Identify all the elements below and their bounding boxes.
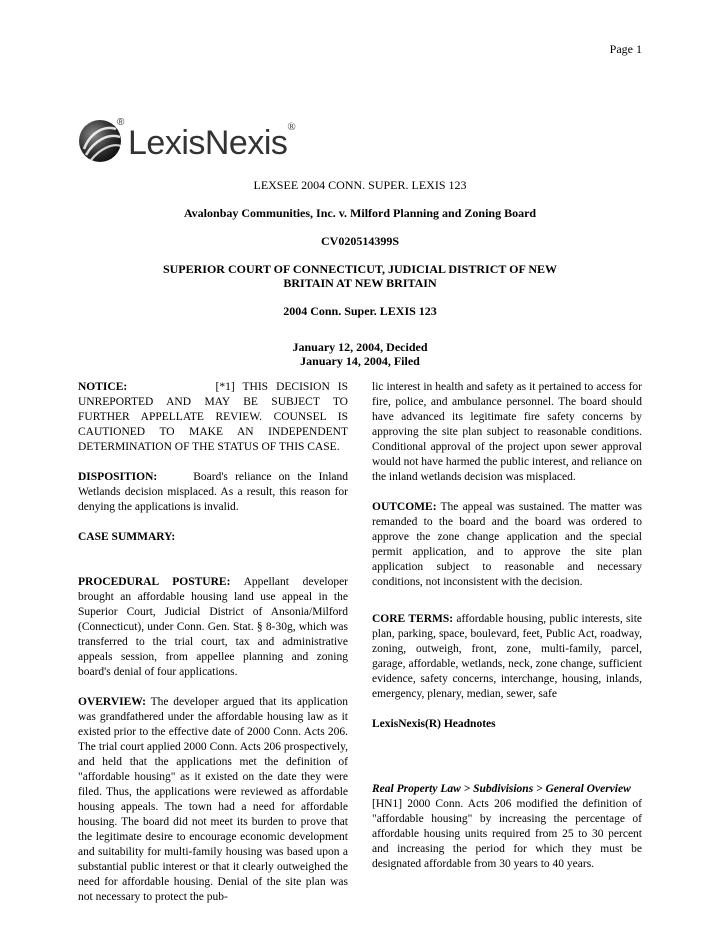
case-summary-label: CASE SUMMARY:: [78, 531, 176, 543]
citation: 2004 Conn. Super. LEXIS 123: [283, 304, 437, 318]
globe-icon: [78, 117, 125, 163]
procedural-posture-paragraph: [78, 575, 348, 680]
overview-text: The developer argued that its application was grandfathered under the affordable housing law as it existed prior to the effective date of 2000 Conn. Acts 206. The trial court applied 2000 Conn. Acts 206 prospectively, and held that the applications met the definition of "affordable housing" as it existed on the date they were filed. Thus, the applications were reviewed as affordable housing appeals. The town had a need for affordable housing. The board did not meet its burden to prove that the legitimate desire to encourage economic development and suitability for multi-family housing was based upon a substantial public interest or that it clearly outweighed the need for affordable housing. Denial of the site plan was not necessary to protect the pub-: [78, 696, 349, 903]
case-title: Avalonbay Communities, Inc. v. Milford Planning and Zoning Board: [183, 206, 537, 220]
outcome-paragraph: [372, 500, 642, 590]
disposition-paragraph: [78, 470, 348, 515]
core-terms-label: CORE TERMS:: [372, 613, 454, 625]
overview-label: OVERVIEW:: [78, 696, 146, 708]
headnote-1: [372, 782, 642, 872]
court-name: [78, 262, 642, 290]
left-column: [78, 380, 348, 920]
outcome-label: OUTCOME:: [372, 501, 437, 513]
procedural-label: PROCEDURAL POSTURE:: [78, 576, 231, 588]
lexsee-line: LEXSEE 2004 CONN. SUPER. LEXIS 123: [253, 178, 467, 192]
outcome-text: The appeal was sustained. The matter was remanded to the board and the board was ordered to approve the zone change application and the special permit application, and to approve the site plan application subject to reasonable and necessary conditions, not inconsistent with the decision.: [372, 501, 643, 588]
overview-continued: lic interest in health and safety as it pertained to access for fire, police, and ambulance personnel. The board should have advanced its legitimate fire safety concerns by approving the site plan subject to reasonable conditions. Conditional approval of the project upon sewer approval would not have harmed the public interest, and reliance on the inland wetlands decision was misplaced.: [372, 381, 642, 483]
notice-paragraph: [78, 380, 348, 455]
headnote-1-text: [HN1] 2000 Conn. Acts 206 modified the definition of "affordable housing" by increasing the percentage of affordable housing units required from 25 to 30 percent and increasing the period for which they must be designated affordable from 30 years to 40 years.: [372, 798, 642, 870]
disposition-text: Board's reliance on the Inland Wetlands decision misplaced. As a result, this reason for denying the applications is invalid.: [78, 471, 349, 513]
procedural-text: Appellant developer brought an affordable housing land use appeal in the Superior Court, Judicial District of Ansonia/Milford (Connecticut), under Conn. Gen. Stat. § 8-30g, which was transferred to the trial court, tax and administrative appeals session, from appellee planning and zoning board's denial of four applications.: [78, 576, 349, 678]
headnotes-heading: [372, 717, 642, 732]
decided-date: January 12, 2004, Decided: [292, 340, 428, 354]
logo-reg-mark: ®: [287, 121, 296, 133]
lexisnexis-logo: [78, 118, 296, 164]
core-terms-paragraph: [372, 612, 642, 702]
right-column: [372, 380, 642, 887]
core-terms-text: affordable housing, public interests, site plan, parking, space, boulevard, feet, Public Act, roadway, zoning, outweigh, front, zone, multi-family, parcel, garage, affordable, wetlands, neck, zone change, sufficient evidence, safety concerns, interchange, housing, inlands, emergency, plenary, median, sewer, safe: [372, 613, 643, 700]
logo-reg-mark-small: ®: [117, 117, 125, 128]
notice-text: [*1] THIS DECISION IS UNREPORTED AND MAY BE SUBJECT TO FURTHER APPELLATE REVIEW. COUNSEL IS CAUTIONED TO MAKE AN INDEPENDENT DETERMINATION OF THE STATUS OF THIS CASE.: [78, 381, 348, 453]
overview-paragraph: [78, 695, 348, 905]
court-line-1: SUPERIOR COURT OF CONNECTICUT, JUDICIAL DISTRICT OF NEW: [162, 262, 558, 276]
case-summary-heading: [78, 530, 348, 545]
notice-label: NOTICE:: [78, 381, 128, 393]
filed-date: January 14, 2004, Filed: [300, 354, 420, 368]
logo-wordmark: LexisNexis: [128, 123, 288, 162]
court-line-2: BRITAIN AT NEW BRITAIN: [283, 276, 437, 290]
docket-number: CV020514399S: [320, 234, 399, 248]
headnotes-label: LexisNexis(R) Headnotes: [372, 718, 496, 730]
headnote-topic: Real Property Law > Subdivisions > General Overview: [372, 783, 631, 795]
page-number: Page 1: [609, 42, 642, 56]
disposition-label: DISPOSITION:: [78, 471, 158, 483]
